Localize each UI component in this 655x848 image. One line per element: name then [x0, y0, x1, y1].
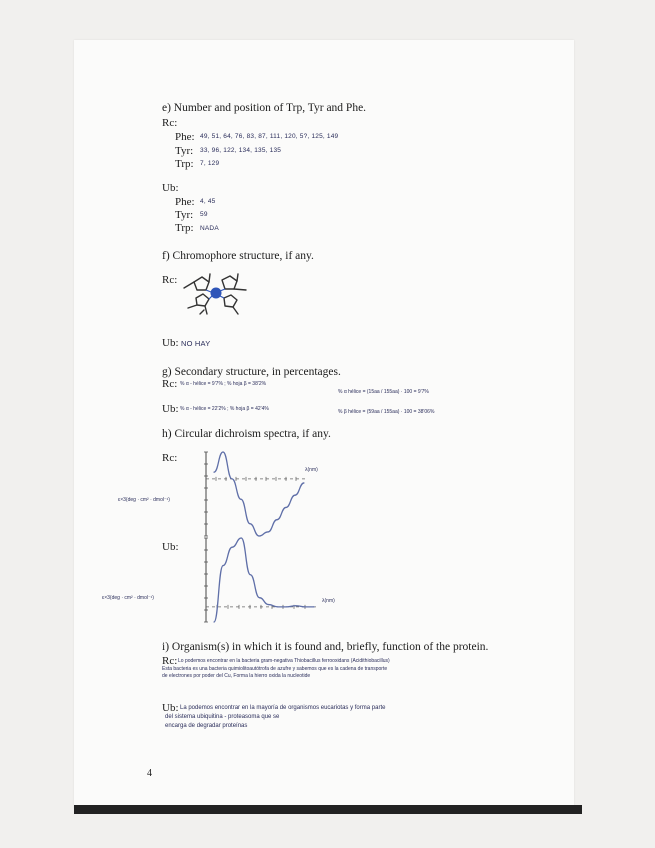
- calc-beta: % β hélice = (59aa / 155aa) · 100 = 38'06%: [338, 409, 435, 415]
- cd-data-point: [276, 519, 277, 520]
- rc-phe-value: 49, 51, 64, 76, 83, 87, 111, 120, 5?, 125, 149: [200, 133, 339, 140]
- rc-phe-label: Phe:: [175, 131, 195, 143]
- cd-data-point: [259, 597, 260, 598]
- heading-e: e) Number and position of Trp, Tyr and Phe.: [162, 102, 367, 114]
- rc-secondary-value: % α - hélice = 9'7% ; % hoja β = 38'2%: [180, 381, 267, 387]
- cd-data-point: [294, 495, 295, 496]
- ub-label-h: Ub:: [162, 541, 179, 553]
- rc-cd-spectrum-chart: [200, 448, 312, 540]
- cd-data-point: [285, 507, 286, 508]
- ub-cd-axis-label: ε×3(deg · cm² · dmol⁻¹): [102, 595, 154, 601]
- chromophore-structure-image: [180, 268, 250, 318]
- cd-data-point: [231, 478, 232, 479]
- cd-data-point: [267, 531, 268, 532]
- cd-data-point: [232, 547, 233, 548]
- calc-alpha: % α hélice = (15aa / 155aa) · 100 = 9'7%: [338, 389, 429, 395]
- cd-data-point: [295, 605, 296, 606]
- ub-phe-label: Phe:: [175, 196, 195, 208]
- cd-data-point: [250, 574, 251, 575]
- rc-organism-line1: Lo podemos encontrar en la bacteria gram-negativa Thiobacillus ferrooxidans (Acidithiobacillus): [178, 658, 390, 664]
- cd-data-point: [240, 499, 241, 500]
- page-number: 4: [147, 768, 152, 779]
- cd-data-point: [286, 606, 287, 607]
- ub-organism-line2: del sistema ubiquitina - proteasoma que se: [165, 714, 280, 720]
- ub-label-i: Ub:: [162, 702, 179, 714]
- ub-tyr-value: 59: [200, 211, 208, 218]
- cd-series-line: [214, 452, 304, 536]
- document-page: [74, 40, 574, 808]
- rc-tyr-label: Tyr:: [175, 145, 194, 157]
- ub-trp-label: Trp:: [175, 222, 194, 234]
- rc-cd-x-label: λ(nm): [305, 467, 318, 473]
- cd-data-point: [313, 606, 314, 607]
- ub-organism-line3: encarga de degradar proteínas: [165, 723, 248, 729]
- heading-g: g) Secondary structure, in percentages.: [162, 366, 341, 378]
- cd-data-point: [304, 606, 305, 607]
- cd-data-point: [222, 451, 223, 452]
- cd-data-point: [268, 604, 269, 605]
- rc-organism-line3: de electrones por poder del Cu, Forma la hierro oxida la nucleotide: [162, 673, 311, 679]
- rc-trp-label: Trp:: [175, 158, 194, 170]
- heading-h: h) Circular dichroism spectra, if any.: [162, 428, 331, 440]
- rc-label-i: Rc:: [162, 655, 178, 667]
- ub-organism-line1: La podemos encontrar en la mayoría de organismos eucariotas y forma parte: [180, 705, 386, 711]
- heading-f: f) Chromophore structure, if any.: [162, 250, 314, 262]
- cd-data-point: [249, 523, 250, 524]
- rc-organism-line2: Esta bacteria es una bacteria quimiolitoautótrofa de azufre y sabemos que es la cadena de transporte: [162, 666, 388, 672]
- scan-edge: [74, 805, 582, 814]
- ub-chromophore-value: NO HAY: [181, 339, 211, 348]
- rc-tyr-value: 33, 96, 122, 134, 135, 135: [200, 147, 282, 154]
- rc-label-f: Rc:: [162, 274, 178, 286]
- cd-data-point: [213, 472, 214, 473]
- cd-data-point: [213, 621, 214, 622]
- ub-tyr-label: Tyr:: [175, 209, 194, 221]
- ub-cd-x-label: λ(nm): [322, 598, 335, 604]
- rc-label-h: Rc:: [162, 452, 178, 464]
- ub-secondary-value: % α - hélice = 22'2% ; % hoja β = 42'4%: [180, 406, 269, 412]
- ub-trp-value: NADA: [200, 225, 219, 232]
- ub-phe-value: 4, 45: [200, 198, 216, 205]
- rc-trp-value: 7, 129: [200, 160, 220, 167]
- cd-data-point: [277, 606, 278, 607]
- cd-data-point: [303, 482, 304, 483]
- rc-cd-axis-label: ε×3(deg · cm² · dmol⁻¹): [118, 497, 170, 503]
- ub-cd-spectrum-chart: [200, 534, 322, 626]
- ub-label-f: Ub:: [162, 337, 179, 349]
- cd-series-line: [214, 538, 314, 622]
- rc-label-g: Rc:: [162, 378, 178, 390]
- rc-label-e: Rc:: [162, 117, 178, 129]
- cd-data-point: [241, 537, 242, 538]
- heading-i: i) Organism(s) in which it is found and, briefly, function of the protein.: [162, 641, 489, 653]
- ub-label-g: Ub:: [162, 403, 179, 415]
- ub-label-e: Ub:: [162, 182, 179, 194]
- cd-data-point: [222, 565, 223, 566]
